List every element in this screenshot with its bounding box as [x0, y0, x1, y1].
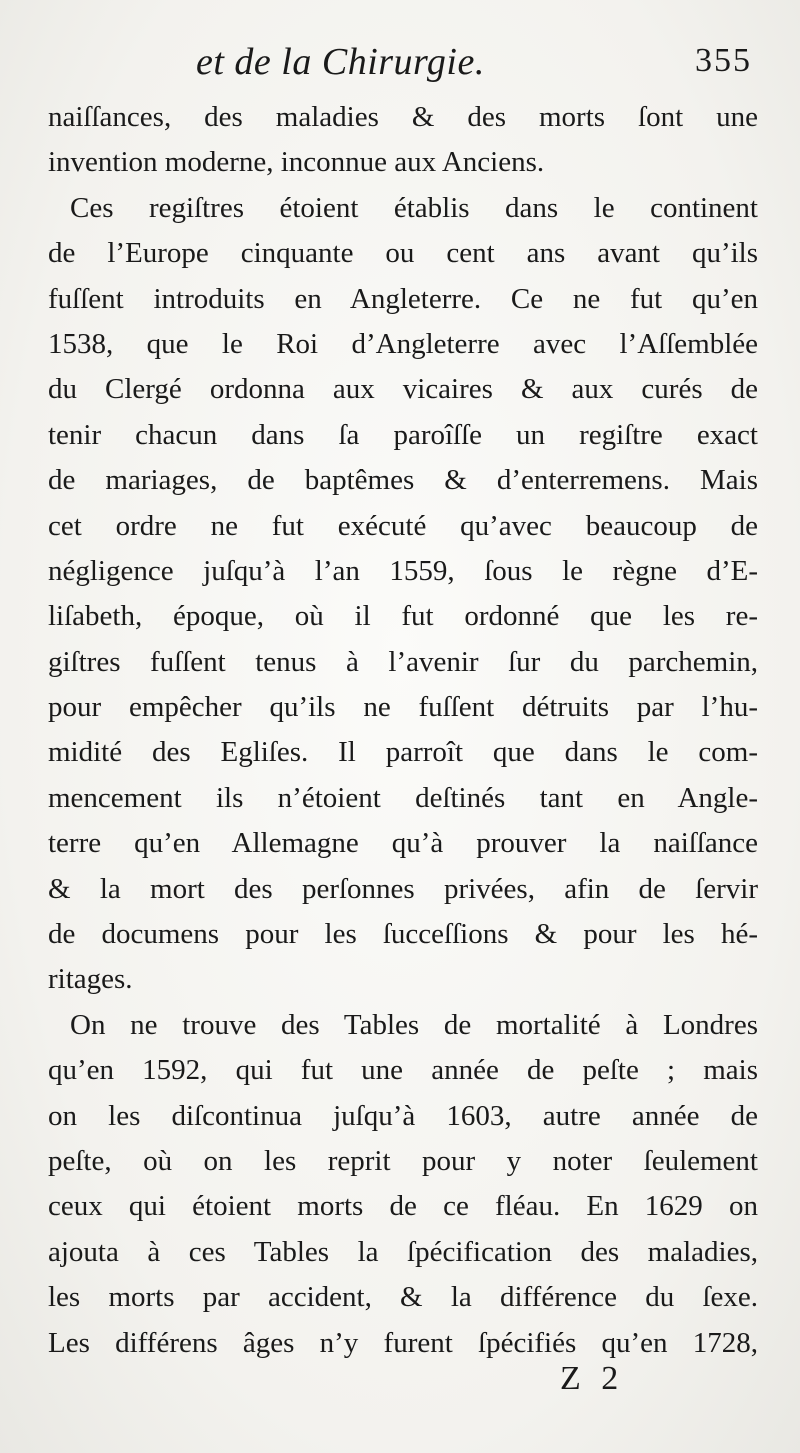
- running-head: et de la Chirurgie.: [196, 41, 485, 83]
- text-line: de documens pour les ſucceſſions & pour les hé-: [48, 918, 758, 951]
- signature-mark: Z 2: [560, 1360, 625, 1397]
- text-line: fuſſent introduits en Angleterre. Ce ne fut qu’en: [48, 282, 758, 315]
- text-line: midité des Egliſes. Il parroît que dans le com-: [48, 736, 758, 769]
- page-header: [48, 40, 752, 90]
- text-line: terre qu’en Allemagne qu’à prouver la naiſſance: [48, 827, 758, 860]
- text-line: tenir chacun dans ſa paroîſſe un regiſtre exact: [48, 418, 758, 451]
- text-line: cet ordre ne fut exécuté qu’avec beaucoup de: [48, 509, 758, 542]
- body-text: [48, 95, 758, 1366]
- text-line: peſte, où on les reprit pour y noter ſeulement: [48, 1144, 758, 1177]
- text-line: ajouta à ces Tables la ſpécification des maladies,: [48, 1235, 758, 1268]
- text-line: giſtres fuſſent tenus à l’avenir ſur du parchemin,: [48, 645, 758, 678]
- text-line: les morts par accident, & la différence du ſexe.: [48, 1281, 758, 1314]
- text-line: Les différens âges n’y furent ſpécifiés qu’en 1728,: [48, 1326, 758, 1359]
- text-line: naiſſances, des maladies & des morts ſont une: [48, 101, 758, 133]
- text-line: & la mort des perſonnes privées, afin de ſervir: [48, 872, 758, 905]
- text-line: ceux qui étoient morts de ce fléau. En 1629 on: [48, 1190, 758, 1223]
- text-line: pour empêcher qu’ils ne fuſſent détruits par l’hu-: [48, 691, 758, 724]
- text-line: on les diſcontinua juſqu’à 1603, autre année de: [48, 1099, 758, 1132]
- paragraph-start-line: Ces regiſtres étoient établis dans le continent: [70, 191, 758, 224]
- text-line: mencement ils n’étoient deſtinés tant en Angle-: [48, 781, 758, 814]
- text-line: 1538, que le Roi d’Angleterre avec l’Aſſemblée: [48, 327, 758, 360]
- text-line: liſabeth, époque, où il fut ordonné que les re-: [48, 600, 758, 633]
- page-number: 355: [695, 42, 752, 79]
- text-line: du Clergé ordonna aux vicaires & aux curés de: [48, 373, 758, 406]
- text-line: de l’Europe cinquante ou cent ans avant qu’ils: [48, 237, 758, 270]
- text-line: ritages.: [48, 963, 133, 996]
- text-line: négligence juſqu’à l’an 1559, ſous le règne d’E-: [48, 554, 758, 587]
- text-line: qu’en 1592, qui fut une année de peſte ; mais: [48, 1054, 758, 1087]
- text-line: de mariages, de baptêmes & d’enterremens. Mais: [48, 464, 758, 497]
- paragraph-start-line: On ne trouve des Tables de mortalité à Londres: [70, 1008, 758, 1041]
- text-line: invention moderne, inconnue aux Anciens.: [48, 146, 545, 179]
